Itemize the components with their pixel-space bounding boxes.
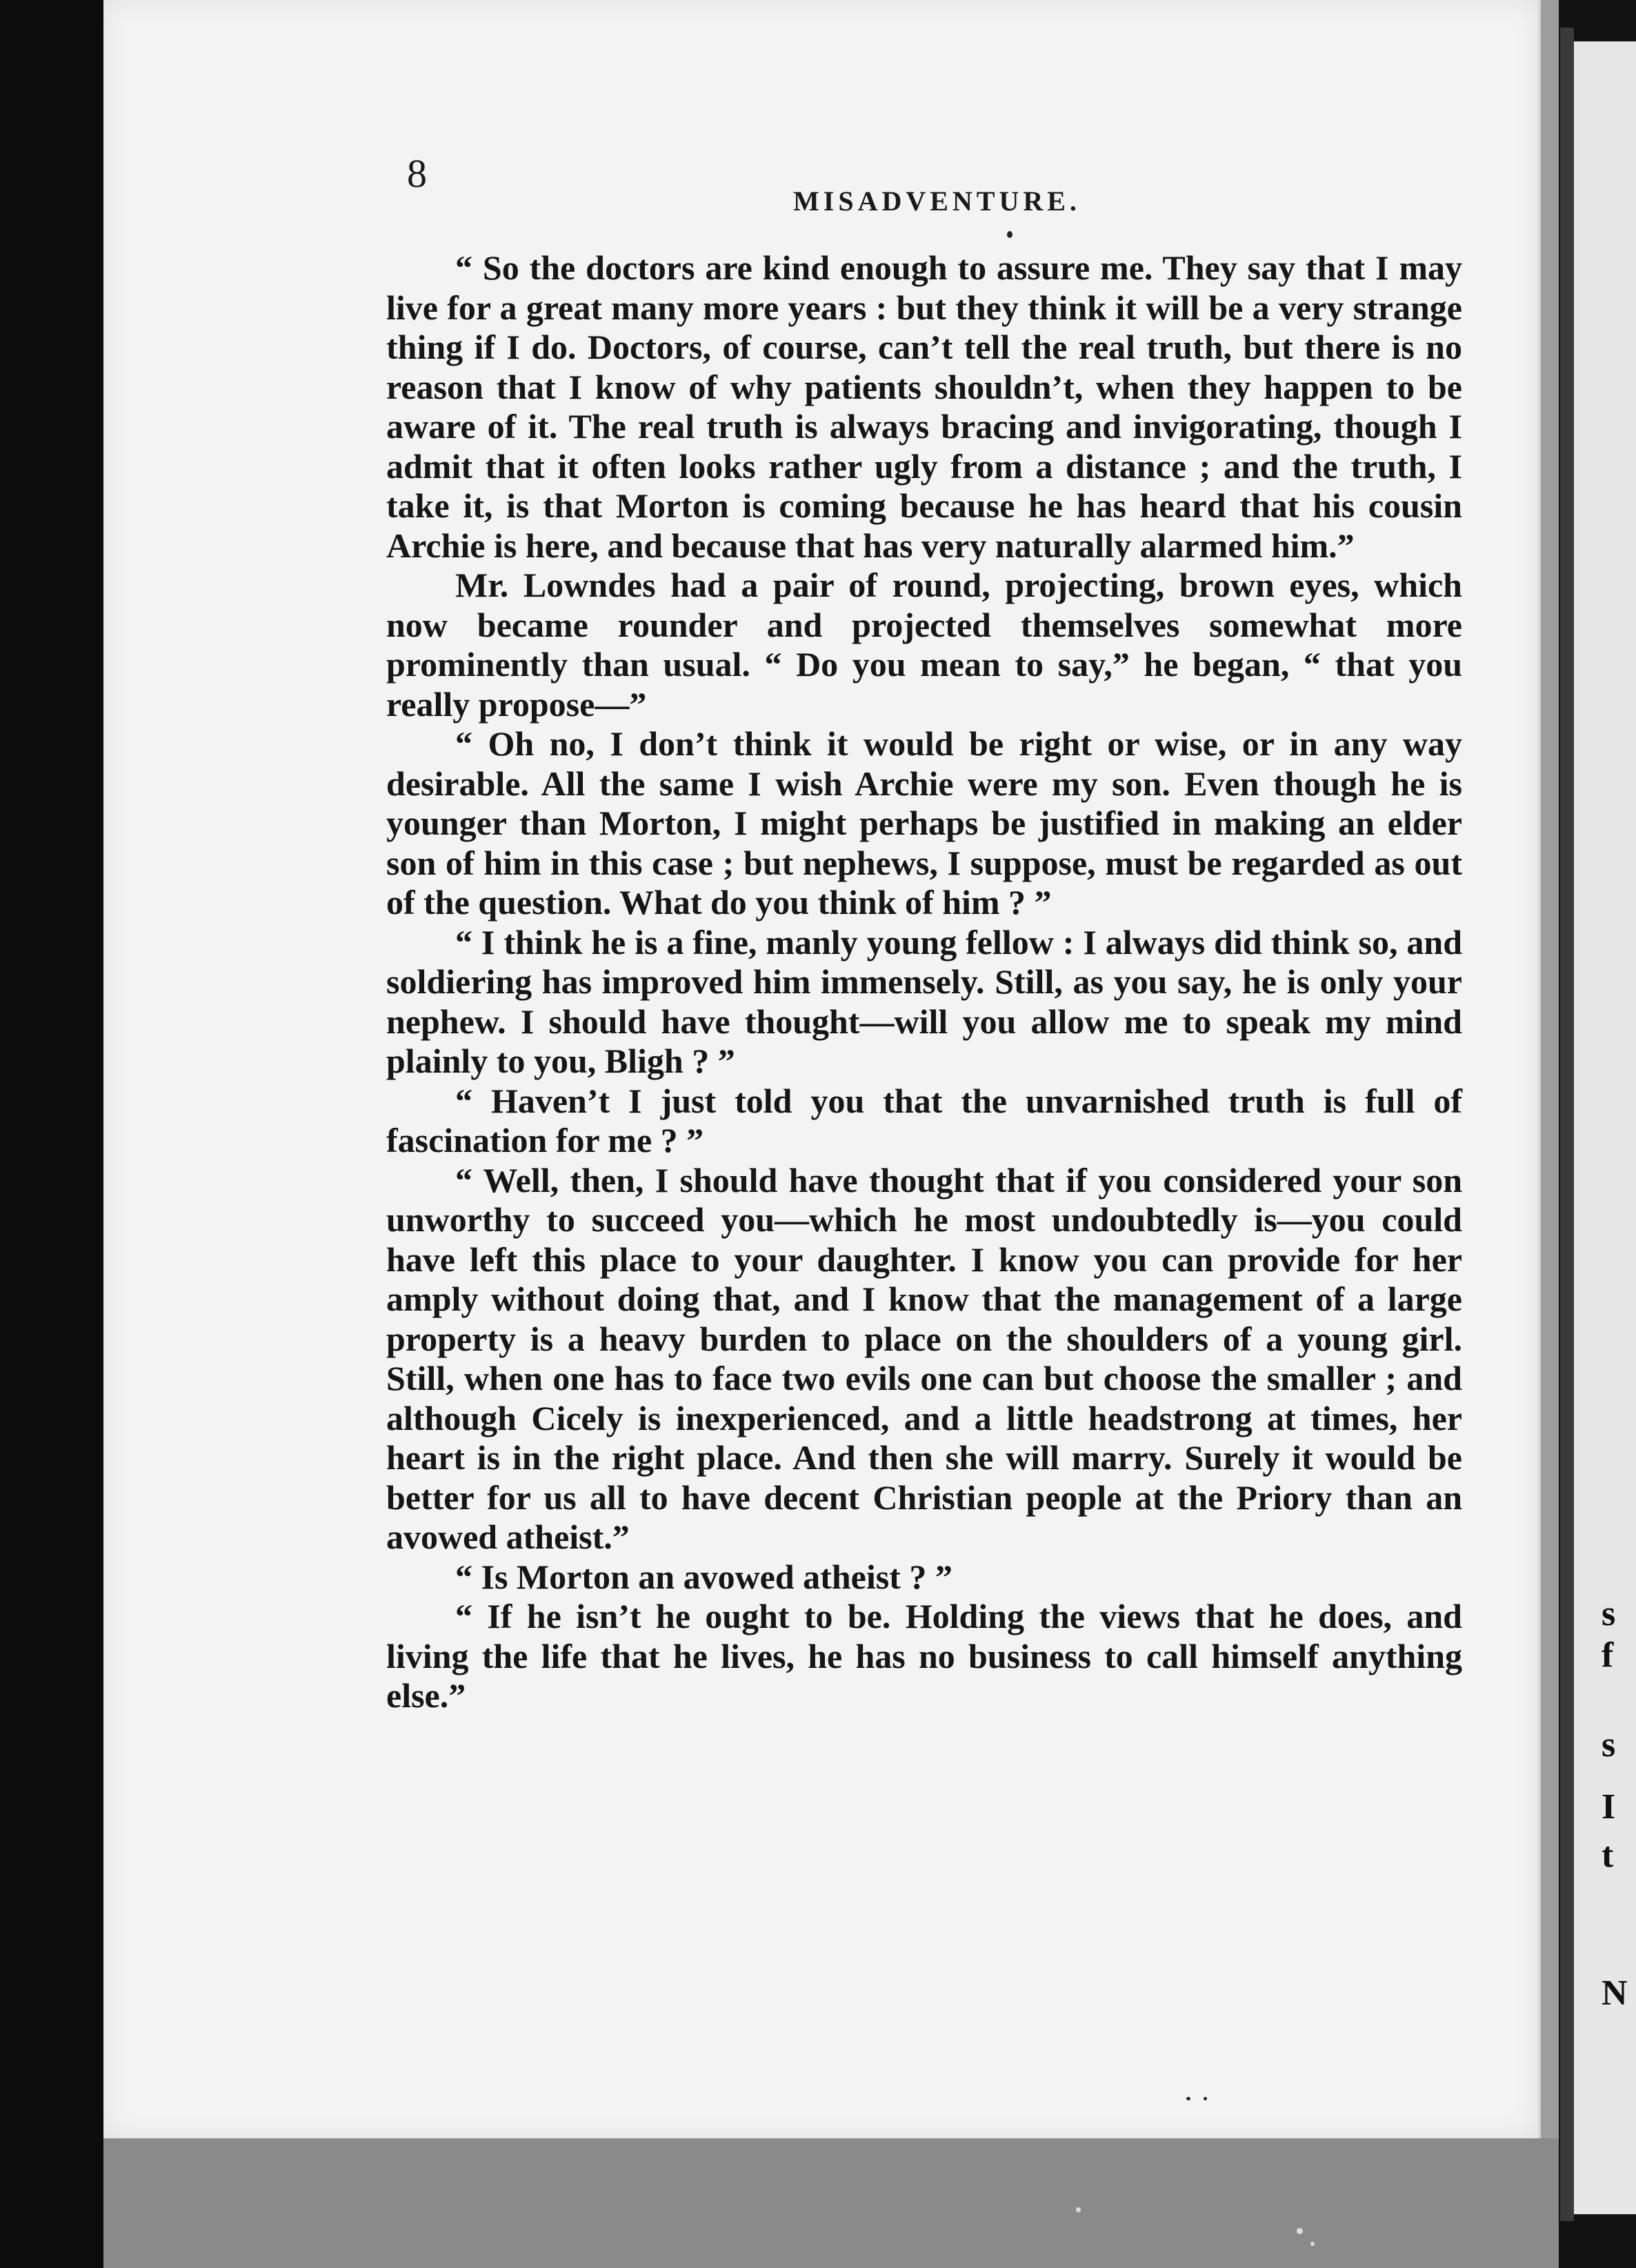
paragraph: “ Haven’t I just told you that the unvarnished truth is full of fascination for me ? ” <box>386 1081 1462 1160</box>
facing-page-fragment: N <box>1602 1973 1628 2013</box>
facing-page-fragment: I <box>1602 1787 1616 1827</box>
paragraph: “ I think he is a fine, manly young fellow : I always did think so, and soldiering has improved him immensely. Still, as you say, he is only your nephew. I should have thought—will you allow me to speak my mind plainly to you, Bligh ? ” <box>386 922 1462 1080</box>
page-number: 8 <box>407 151 427 196</box>
scan-bottom-strip <box>103 2138 1559 2268</box>
page-body <box>386 248 1462 1716</box>
facing-page-fragment: t <box>1602 1836 1614 1875</box>
running-title: MISADVENTURE. <box>793 186 1081 217</box>
paragraph: “ So the doctors are kind enough to assure me. They say that I may live for a great many more years : but they think it will be a very strange thing if I do. Doctors, of course, can’t tell the real truth, but there is no reason that I know of why patients shouldn’t, when they happen to be aware of it. The real truth is always bracing and invigorating, though I admit that it often looks rather ugly from a distance ; and the truth, I take it, is that Morton is coming because he has heard that his cousin Archie is here, and because that has very naturally alarmed him.” <box>386 248 1462 565</box>
facing-page-fragment: s <box>1602 1725 1616 1764</box>
paragraph: “ Is Morton an avowed atheist ? ” <box>455 1557 952 1596</box>
facing-page-edge <box>1574 41 1636 2214</box>
facing-page-fragment: f <box>1602 1635 1614 1675</box>
paragraph: “ Oh no, I don’t think it would be right or wise, or in any way desirable. All the same I wish Archie were my son. Even though he is younger than Morton, I might perhaps be justified in making an elder son of him in this case ; but nephews, I suppose, must be regarded as out of the question. What do you think of him ? ” <box>386 724 1462 922</box>
paragraph: “ Well, then, I should have thought that if you considered your son unworthy to succeed you—which he most undoubtedly is—you could have left this place to your daughter. I know you can provide for her amply without doing that, and I know that the management of a large property is a heavy burden to place on the shoulders of a young girl. Still, when one has to face two evils one can but choose the smaller ; and although Cicely is inexperienced, and a little headstrong at times, her heart is in the right place. And then she will marry. Surely it would be better for us all to have decent Christian people at the Priory than an avowed atheist.” <box>386 1160 1462 1556</box>
paragraph: Mr. Lowndes had a pair of round, projecting, brown eyes, which now became rounder and projected themselves somewhat more prominently than usual. “ Do you mean to say,” he began, “ that you really propose—” <box>386 566 1462 724</box>
page-header <box>407 150 1553 217</box>
facing-page-fragment: s <box>1602 1594 1616 1633</box>
paragraph: “ If he isn’t he ought to be. Holding the views that he does, and living the life that he lives, he has no business to call himself anything else.” <box>386 1597 1462 1715</box>
scan-left-border <box>0 0 103 2268</box>
page-gutter-edge <box>1560 28 1574 2221</box>
